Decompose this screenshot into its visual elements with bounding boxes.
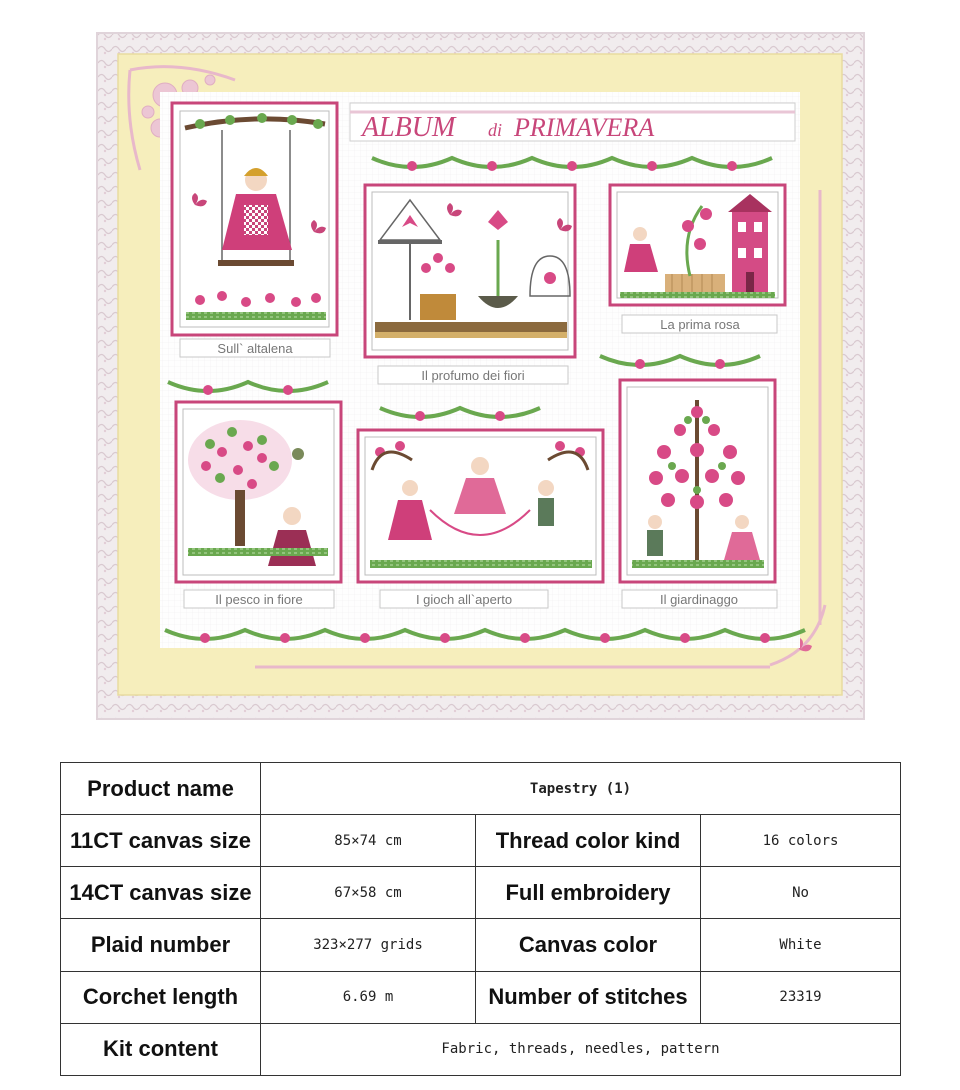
- plaid-number-label: Plaid number: [61, 919, 261, 971]
- panel-swing: [172, 103, 337, 357]
- title-primavera: PRIMAVERA: [514, 113, 655, 142]
- number-of-stitches-label: Number of stitches: [476, 971, 701, 1023]
- plaid-number-value: 323×277 grids: [261, 919, 476, 971]
- title-album: ALBUM: [362, 112, 456, 143]
- corchet-length-label: Corchet length: [61, 971, 261, 1023]
- kit-content-value: Fabric, threads, needles, pattern: [261, 1023, 901, 1075]
- table-row: [61, 867, 901, 919]
- panel-gardening: [620, 380, 777, 608]
- table-row: [61, 919, 901, 971]
- kit-content-label: Kit content: [61, 1023, 261, 1075]
- canvas-color-value: White: [701, 919, 901, 971]
- thread-color-kind-value: 16 colors: [701, 815, 901, 867]
- canvas-14ct-value: 67×58 cm: [261, 867, 476, 919]
- panel-outdoor-games: [358, 430, 603, 608]
- panel-flowers: [365, 185, 575, 384]
- corchet-length-value: 6.69 m: [261, 971, 476, 1023]
- caption-outdoor-games: I gioch all`aperto: [415, 592, 513, 607]
- caption-peach-tree: Il pesco in fiore: [215, 592, 303, 607]
- canvas-color-label: Canvas color: [476, 919, 701, 971]
- product-spec-table: [60, 762, 901, 1076]
- table-row: [61, 763, 901, 815]
- number-of-stitches-value: 23319: [701, 971, 901, 1023]
- title-di: di: [488, 120, 503, 140]
- canvas-11ct-label: 11CT canvas size: [61, 815, 261, 867]
- product-name-label: Product name: [61, 763, 261, 815]
- table-row: [61, 815, 901, 867]
- caption-gardening: Il giardinaggo: [659, 592, 739, 607]
- caption-first-rose: La prima rosa: [660, 317, 740, 332]
- table-row: [61, 1023, 901, 1075]
- full-embroidery-label: Full embroidery: [476, 867, 701, 919]
- product-name-value: Tapestry (1): [261, 763, 901, 815]
- canvas-11ct-value: 85×74 cm: [261, 815, 476, 867]
- full-embroidery-value: No: [701, 867, 901, 919]
- thread-color-kind-label: Thread color kind: [476, 815, 701, 867]
- panel-peach-tree: [176, 402, 341, 608]
- table-row: [61, 971, 901, 1023]
- caption-swing: Sull` altalena: [217, 341, 293, 356]
- caption-flowers: Il profumo dei fiori: [421, 368, 525, 383]
- canvas-14ct-label: 14CT canvas size: [61, 867, 261, 919]
